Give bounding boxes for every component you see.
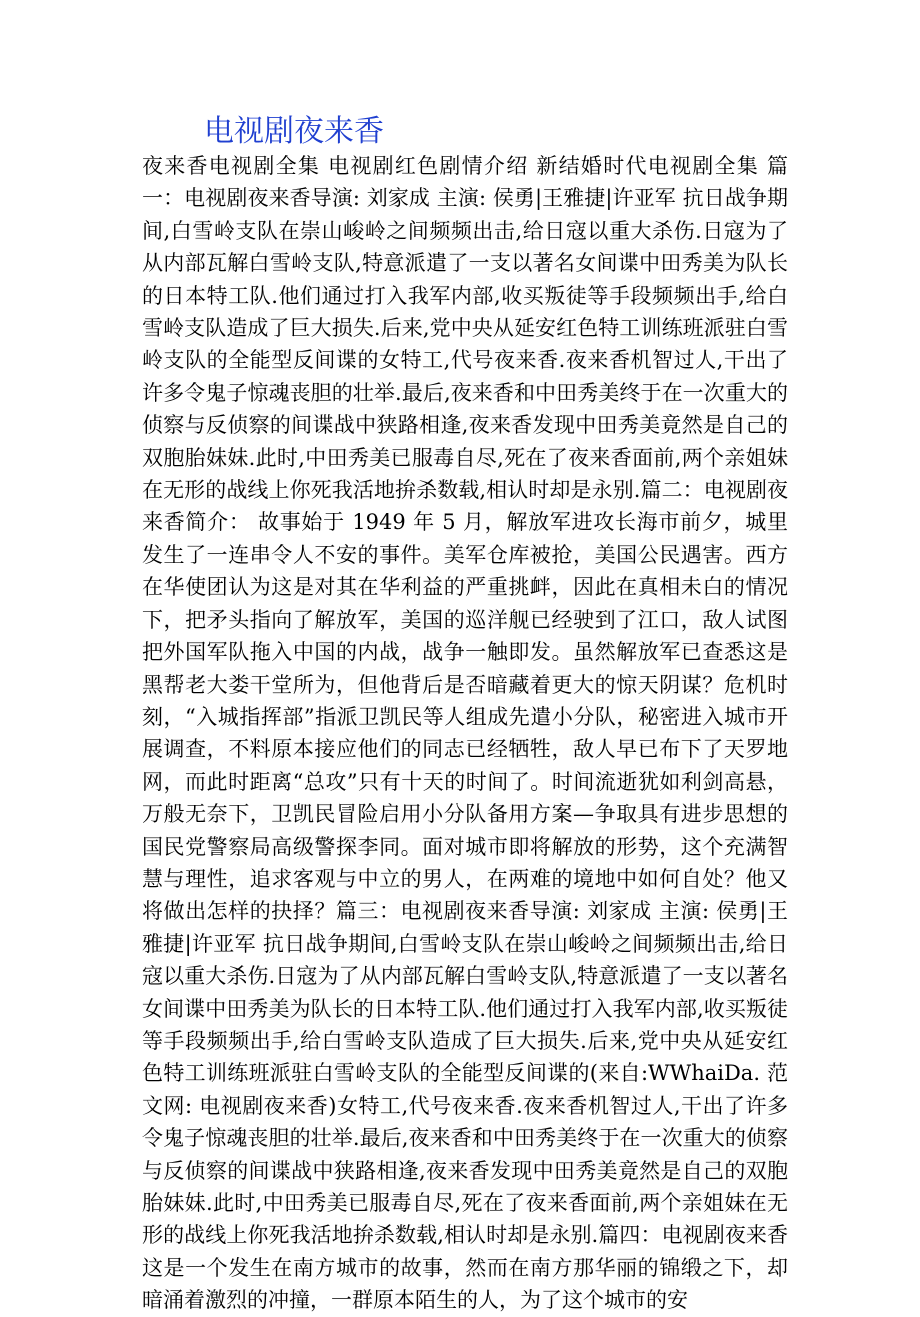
document-title: 电视剧夜来香 bbox=[204, 114, 384, 149]
document-body-text: 夜来香电视剧全集 电视剧红色剧情介绍 新结婚时代电视剧全集 篇一：电视剧夜来香导演: 刘家成 主演: 侯勇|王雅捷|许亚军 抗日战争期间,白雪岭支队在崇山峻岭之间频频出击,给日寇以重大杀伤.日寇为了从内部瓦解白雪岭支队,特意派遣了一支以著名女间谍中田秀美为队长的日本特工队.他们通过打入我军内部,收买叛徒等手段频频出手,给白雪岭支队造成了巨大损失.后来,党中央从延安红色特工训练班派驻白雪岭支队的全能型反间谍的女特工,代号夜来香.夜来香机智过人,干出了许多令鬼子惊魂丧胆的壮举.最后,夜来香和中田秀美终于在一次重大的侦察与反侦察的间谍战中狭路相逢,夜来香发现中田秀美竟然是自己的双胞胎妹妹.此时,中田秀美已服毒自尽,死在了夜来香面前,两个亲姐妹在无形的战线上你死我活地拚杀数载,相认时却是永别.篇二：电视剧夜来香简介： 故事始于 1949 年 5 月，解放军进攻长海市前夕，城里发生了一连串令人不安的事件。美军仓库被抢，美国公民遇害。西方在华使团认为这是对其在华利益的严重挑衅，因此在真相未白的情况下，把矛头指向了解放军，美国的巡洋舰已经驶到了江口，敌人试图把外国军队拖入中国的内战，战争一触即发。虽然解放军已查悉这是黑帮老大娄干堂所为，但他背后是否暗藏着更大的惊天阴谋？危机时刻，“入城指挥部”指派卫凯民等人组成先遣小分队，秘密进入城市开展调查，不料原本接应他们的同志已经牺牲，敌人早已布下了天罗地网，而此时距离“总攻”只有十天的时间了。时间流逝犹如利剑高悬，万般无奈下，卫凯民冒险启用小分队备用方案—争取具有进步思想的国民党警察局高级警探李同。面对城市即将解放的形势，这个充满智慧与理性，追求客观与中立的男人，在两难的境地中如何自处？他又将做出怎样的抉择？篇三：电视剧夜来香导演: 刘家成 主演: 侯勇|王雅捷|许亚军 抗日战争期间,白雪岭支队在崇山峻岭之间频频出击,给日寇以重大杀伤.日寇为了从内部瓦解白雪岭支队,特意派遣了一支以著名女间谍中田秀美为队长的日本特工队.他们通过打入我军内部,收买叛徒等手段频频出手,给白雪岭支队造成了巨大损失.后来,党中央从延安红色特工训练班派驻白雪岭支队的全能型反间谍的(来自:WWhaiDa. 范文网: 电视剧夜来香)女特工,代号夜来香.夜来香机智过人,干出了许多令鬼子惊魂丧胆的壮举.最后,夜来香和中田秀美终于在一次重大的侦察与反侦察的间谍战中狭路相逢,夜来香发现中田秀美竟然是自己的双胞胎妹妹.此时,中田秀美已服毒自尽,死在了夜来香面前,两个亲姐妹在无形的战线上你死我活地拚杀数载,相认时却是永别.篇四：电视剧夜来香这是一个发生在南方城市的故事，然而在南方那华丽的锦缎之下，却暗涌着激烈的冲撞，一群原本陌生的人，为了这个城市的安 bbox=[142, 154, 788, 1313]
